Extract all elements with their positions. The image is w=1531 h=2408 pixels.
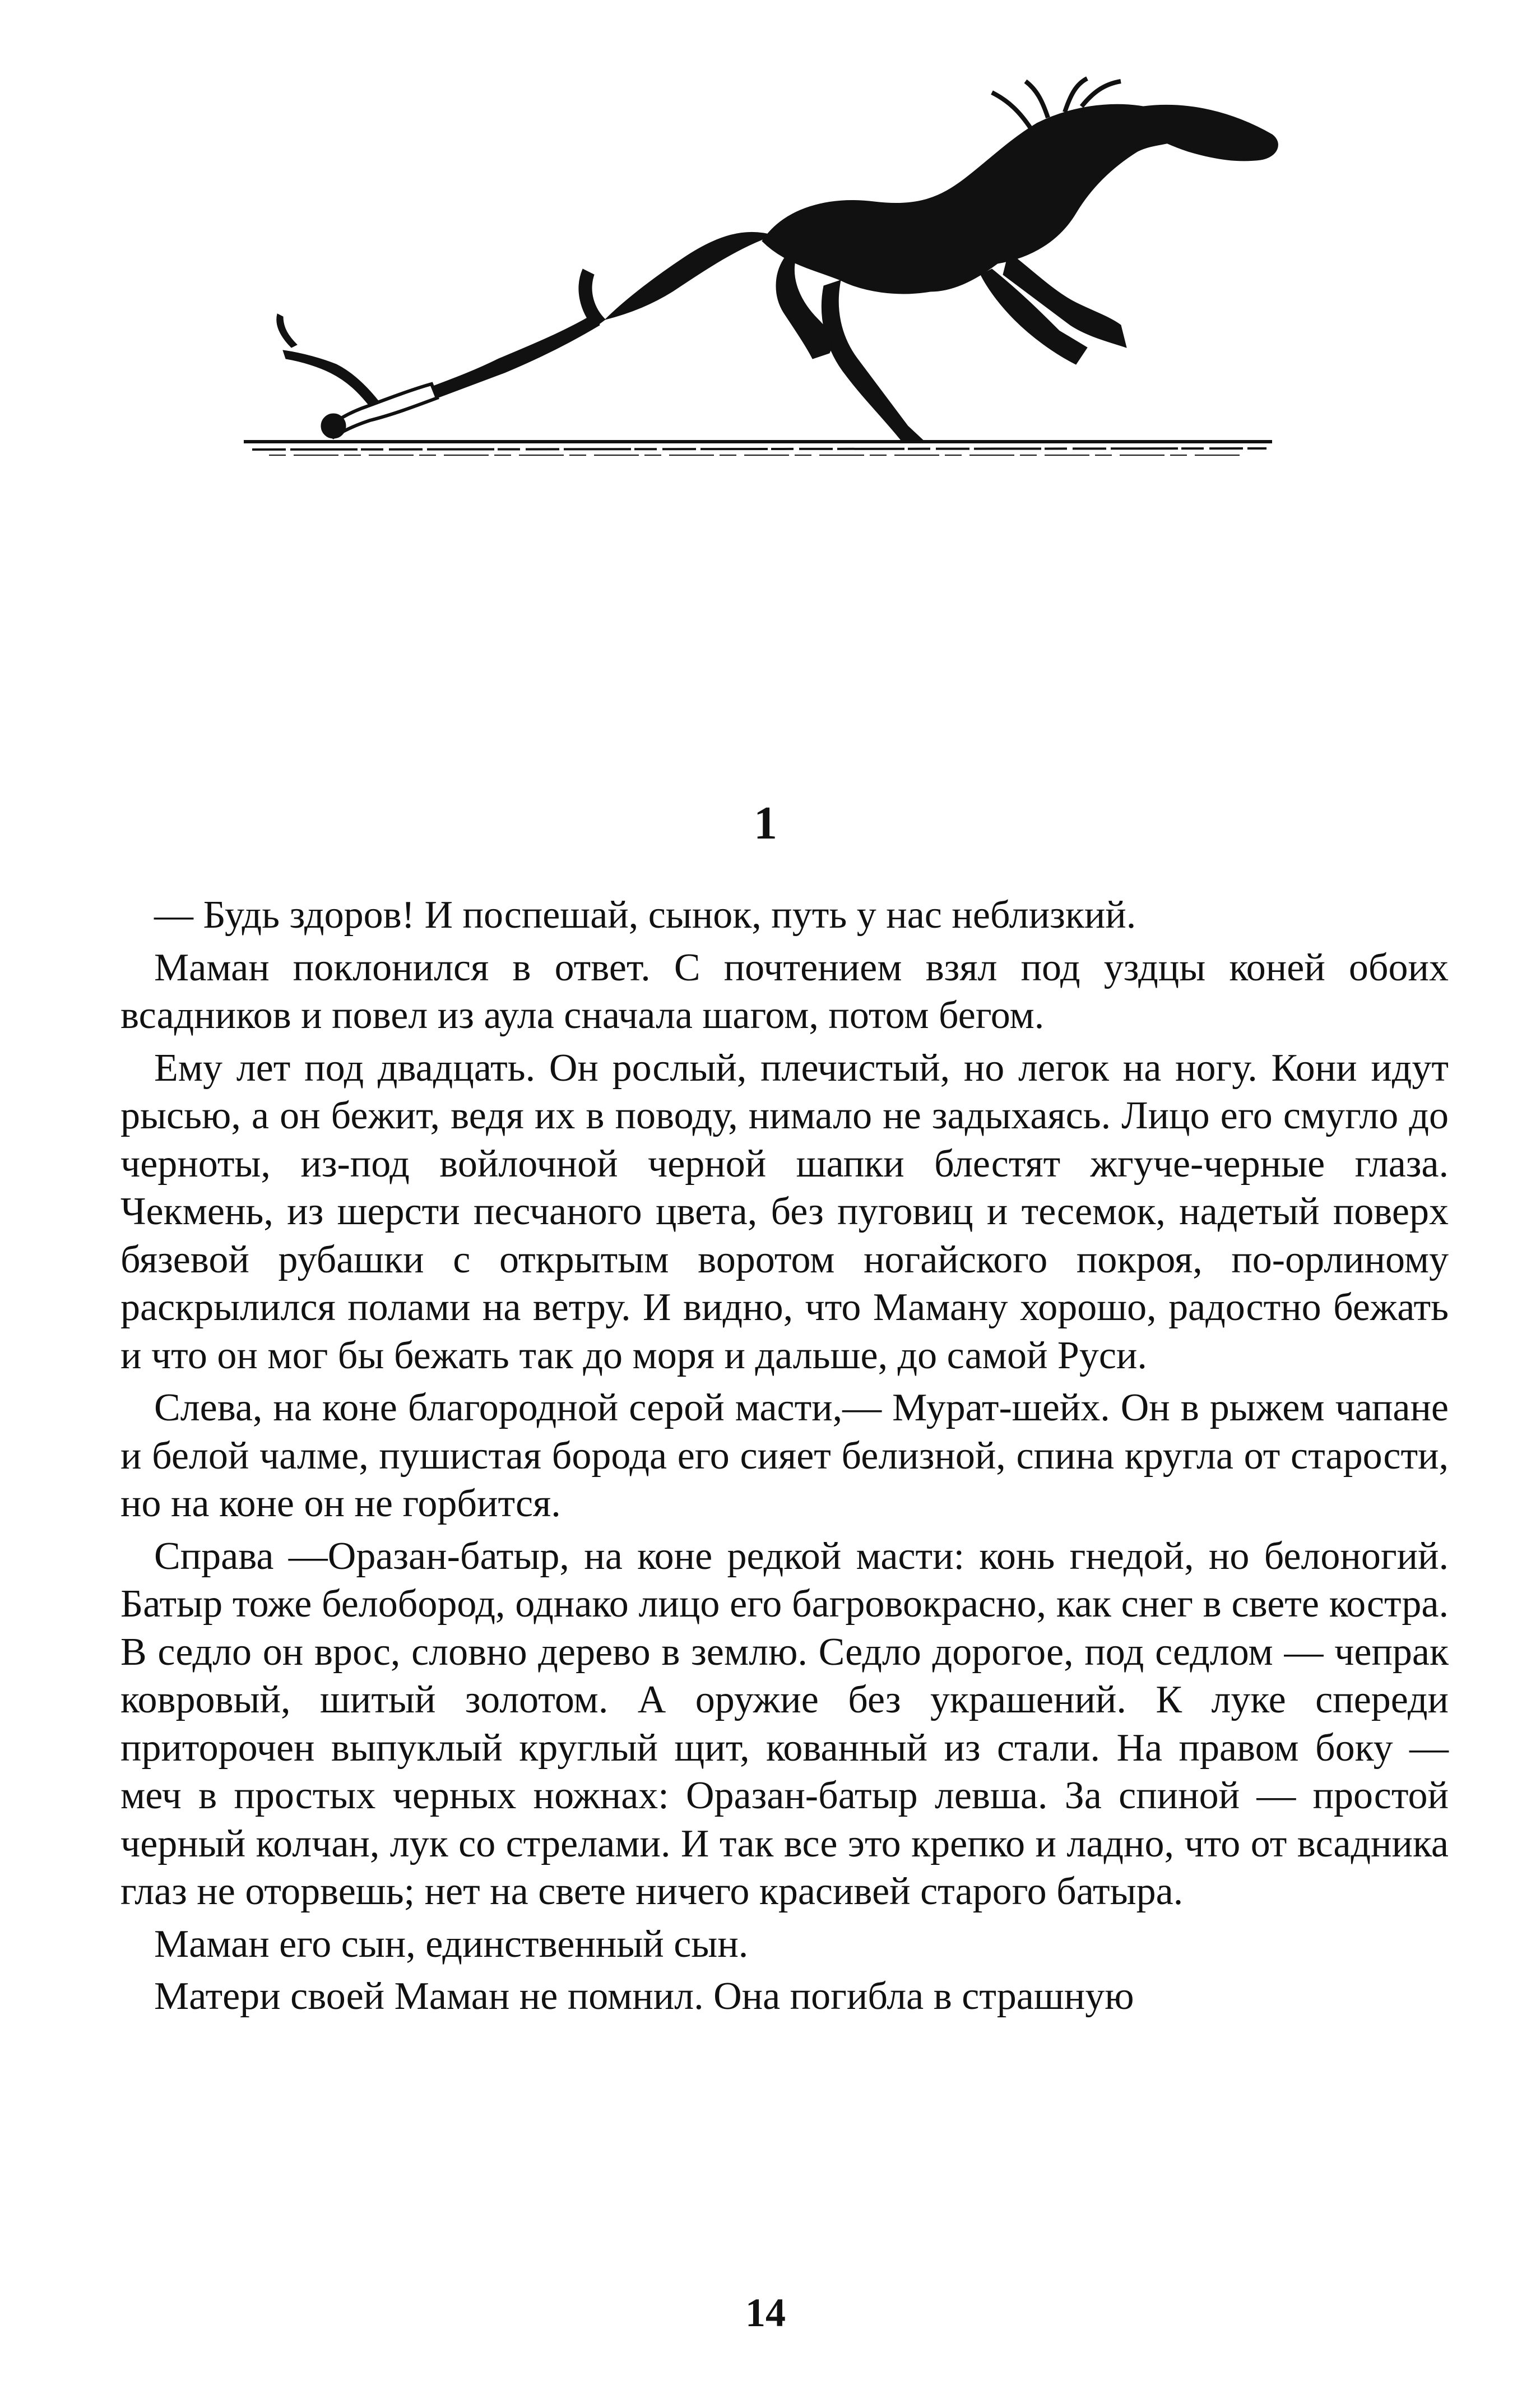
paragraph: — Будь здоров! И поспешай, сынок, путь у нас неблизкий. bbox=[154, 893, 1136, 937]
paragraph: Матери своей Маман не помнил. Она погибла в страшную bbox=[154, 1975, 1134, 2018]
horse-dragging-man-illustration bbox=[235, 67, 1289, 471]
paragraph: Маман его сын, единственный сын. bbox=[154, 1922, 749, 1966]
chapter-number: 1 bbox=[754, 797, 777, 849]
paragraph: Ему лет под двадцать. Он рослый, плечистый, но легок на ногу. Кони идут рысью, а он бежит, ведя их в поводу, нимало не задыхаясь. Лицо его смугло до черноты, из-под войлочной черной шапки блестят жгуче-черные глаза. Чекмень, из шерсти песчаного цвета, без пуговиц и тесемок, надетый поверх бязевой рубашки с открытым воротом ногайского покроя, по-орлиному раскрылился полами на ветру. И видно, что Маману хорошо, радостно бежать и что он мог бы бежать так до моря и дальше, до самой Руси. bbox=[120, 1046, 1449, 1377]
paragraph: Справа —Оразан-батыр, на коне редкой масти: конь гнедой, но белоногий. Батыр тоже белобород, однако лицо его багровокрасно, как снег в свете костра. В седло он врос, словно дерево в землю. Седло дорогое, под седлом — чепрак ковровый, шитый золотом. А оружие без украшений. К луке спереди приторочен выпуклый круглый щит, кованный из стали. На правом боку — меч в простых черных ножнах: Оразан-батыр левша. За спиной — простой черный колчан, лук со стрелами. И так все это крепко и ладно, что от всадника глаз не оторвешь; нет на свете ничего красивей старого батыра. bbox=[120, 1534, 1449, 1913]
galloping-horse-icon bbox=[605, 78, 1278, 442]
paragraph: Маман поклонился в ответ. С почтением взял под уздцы коней обоих всадников и повел из аула сначала шагом, потом бегом. bbox=[120, 946, 1449, 1037]
paragraph: Слева, на коне благородной серой масти,— Мурат-шейх. Он в рыжем чапане и белой чалме, пушистая борода его сияет белизной, спина кругла от старости, но на коне он не горбится. bbox=[120, 1386, 1449, 1525]
page-number: 14 bbox=[745, 2290, 786, 2335]
dragged-man-icon bbox=[277, 269, 605, 438]
ground-lines-icon bbox=[244, 442, 1272, 455]
body-text bbox=[120, 891, 1449, 2025]
